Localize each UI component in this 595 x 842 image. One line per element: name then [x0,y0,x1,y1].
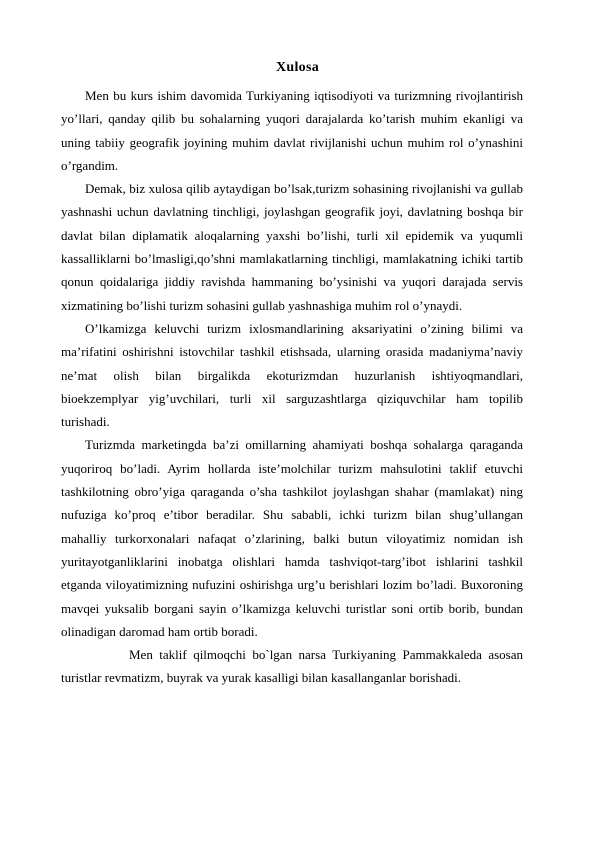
page-title: Xulosa [275,60,320,75]
paragraph-1: Men bu kurs ishim davomida Turkiyaning iqtisodiyoti va turizmning rivojlantirish yo’llari, qanday qilib bu sohalarning yuqori darajalarda ko’tarish muhim ekanligi va uning tabiiy geografik joyining muhim davlat rivijlanishi uchun muhim rol o’ynashini o’rgandim. [61,88,523,173]
document-body [61,84,523,690]
paragraph-5: Men taklif qilmoqchi bo`lgan narsa Turkiyaning Pammakkaleda asosan turistlar revmatizm, buyrak va yurak kasalligi bilan kasallanganlar borishadi. [61,647,523,686]
paragraph-3: O’lkamizga keluvchi turizm ixlosmandlarining aksariyatini o’zining bilimi va ma’rifatini oshirishni istovchilar tashkil etishsada, ularning orasida madaniyma’naviy ne’mat olish bilan birgalikda ekoturizmdan huzurlanish ishtiyoqmandlari, bioekzemplyar yig’uvchilari, turli xil sarguzashtlarga qiziquvchilar ham topilib turishadi. [61,320,523,430]
paragraph-4: Turizmda marketingda ba’zi omillarning ahamiyati boshqa sohalarga qaraganda yuqoriroq bo’ladi. Ayrim hollarda iste’molchilar turizm mahsulotini taklif etuvchi tashkilotning obro’yiga qaraganda o’sha tashkilot joylashgan shahar (mamlakat) ning nufuziga ko’proq e’tibor beradilar. Shu sababli, ichki turizm bilan shug’ullangan mahalliy turkorxonalari nafaqat o’zlarining, balki butun viloyatimiz nomidan ish yuritayotganliklarini inobatga olishlari hamda tashviqot-targ’ibot ishlarini tashkil etganda viloyatimizning nufuzini oshirishga urg’u berishlari lozim bo’ladi. Buxoroning mavqei yuksalib borgani sayin o’lkamizga keluvchi turistlar soni ortib borib, bundan olinadigan daromad ham ortib boradi. [61,437,523,639]
paragraph-2: Demak, biz xulosa qilib aytaydigan bo’lsak,turizm sohasining rivojlanishi va gullab yashnashi uchun davlatning tinchligi, joylashgan geografik joyi, davlatning boshqa bir davlat bilan diplamatik aloqalarning yaxshi bo’lishi, turli xil epidemik va yuqumli kassalliklarni bo’lmasligi,qo’shni mamlakatlarning tinchligi, mamlakatning ichiki tartib qonun qoidalariga jiddiy ravishda hammaning bo’ysinishi va yuqori darajada servis xizmatining bo’lishi turizm sohasini gullab yashnashiga muhim rol o’ynaydi. [61,181,523,313]
